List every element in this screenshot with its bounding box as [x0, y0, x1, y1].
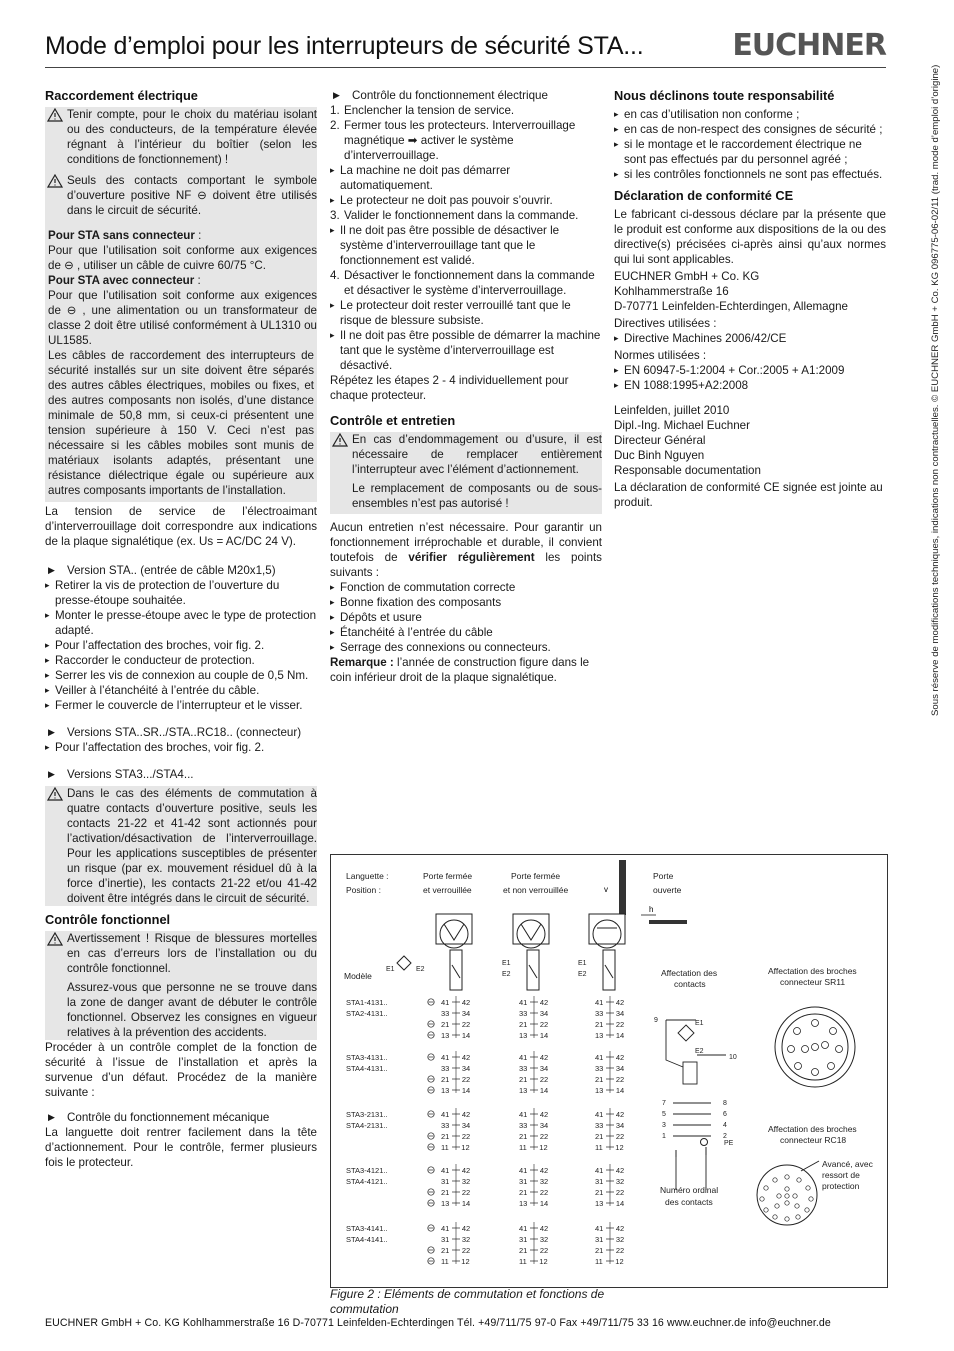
contact-pair: 11 12 — [595, 1143, 624, 1152]
contact-pair: 21 22 — [595, 1246, 625, 1255]
contact-pair: 13 14 — [595, 1031, 625, 1040]
contact-pair: 21 22 — [595, 1132, 625, 1141]
text-line: Responsable documentation — [614, 464, 761, 477]
list-item: ▸ Il ne doit pas être possible de désactiver le système d’interverrouillage tant que le fonctionnement est validé. — [330, 223, 602, 268]
contact-pair: 41 42 — [519, 1166, 549, 1175]
contact-pair: 21 22 — [519, 1020, 549, 1029]
connector-pin — [773, 1178, 777, 1182]
list-item: ▸ Pour l’affectation des broches, voir fig. 2. — [45, 740, 317, 755]
contact-pair: 41 42 — [595, 1224, 625, 1233]
list-item: ▸ Le protecteur ne doit pas pouvoir s’ouvrir. — [330, 193, 602, 208]
heading-entretien: Contrôle et entretien — [330, 413, 456, 428]
contact-pair: 41 42 — [595, 998, 625, 1007]
switching-diagram — [331, 855, 887, 1287]
text-line: D-70771 Leinfelden-Echterdingen, Allemagne — [614, 300, 848, 313]
svg-text:10: 10 — [729, 1054, 737, 1061]
contact-pair: 31 32 — [519, 1177, 549, 1186]
heading-controle: Contrôle fonctionnel — [45, 912, 171, 927]
contact-pair: 33 34 — [595, 1064, 625, 1073]
connector-pin — [785, 1187, 789, 1191]
contact-pair: 41 42 — [441, 1166, 471, 1175]
step: 3. Valider le fonctionnement dans la commande. — [330, 209, 579, 222]
shaded-block-raccordement: Tenir compte, pour le choix du matériau isolant ou des conducteurs, de la température élevée régnant à l’intérieur du boîtier (selon les conditions de fonctionnement) ! Seuls des contacts comportant le symbole d’ouverture positive NF ⊖ doivent être utilisés dans le circuit de sécurité. Pour STA sans connecteur : Pour que l’utilisation soit conforme aux exigences de ⊖ , utiliser un câble de cuivre 60/75 °C. Pour STA avec connecteur : Pour que l’utilisation soit conforme aux exigences de ⊖ , une alimentation ou un transformateur de classe 2 doit être utilisé conformément à UL1310 ou UL1585. Les câbles de raccordement des interrupteurs de sécurité installés sur un site doivent être séparés des autres câbles électriques, mobiles ou fixes, et des autres composants non isolés, d’une distance minimale de 50,8 mm, si ceux-ci présentent une tension supérieure à 150 V. Ceci n’est pas nécessaire si les câbles mobiles sont munis de matériaux isolants adaptés, présentant une résistance diélectrique égale ou supérieure aux autres composants importants de l’installation. — [45, 107, 317, 502]
svg-text:Porte fermée: Porte fermée — [423, 871, 473, 881]
list-item: ▸ Fonction de commutation correcte — [330, 580, 602, 595]
contact-pair: 33 34 — [519, 1121, 549, 1130]
contact-pair: 13 14 — [595, 1199, 625, 1208]
contact-pair: 21 22 — [519, 1246, 549, 1255]
contact-pair: 31 32 — [595, 1177, 625, 1186]
svg-text:des contacts: des contacts — [665, 1197, 713, 1207]
model-label: STA3-2131.. — [346, 1110, 388, 1119]
step: 2. Fermer tous les protecteurs. Interverrouillage magnétique ➡ activer le système d’interverrouillage. — [330, 119, 576, 162]
contact-pair: 13 14 — [441, 1031, 471, 1040]
svg-text:ouverte: ouverte — [653, 885, 682, 895]
svg-text:E1: E1 — [695, 1020, 704, 1027]
warning-triangle-icon — [47, 174, 63, 188]
contact-pair: 33 34 — [441, 1121, 471, 1130]
tongue-icon — [619, 860, 626, 915]
contact-pair: 13 14 — [595, 1086, 625, 1095]
list-item: ▸ EN 1088:1995+A2:2008 — [614, 378, 886, 393]
model-label: STA4-4131.. — [346, 1064, 388, 1073]
svg-text:connecteur RC18: connecteur RC18 — [780, 1135, 847, 1145]
contact-pair: 41 42 — [519, 1110, 549, 1119]
svg-text:E2: E2 — [416, 966, 425, 973]
list-item: ▸ en cas d’utilisation non conforme ; — [614, 107, 886, 122]
contact-pair: 21 22 — [441, 1246, 471, 1255]
heading-responsabilite: Nous déclinons toute responsabilité — [614, 88, 835, 103]
list-item: ▸ EN 60947-5-1:2004 + Cor.:2005 + A1:2009 — [614, 363, 886, 378]
list-item: ▸ Bonne fixation des composants — [330, 595, 602, 610]
list-item: ▸ Veiller à l’étanchéité à l’entrée du câble. — [45, 683, 317, 698]
svg-text:3: 3 — [662, 1122, 666, 1129]
contacts-affectation-diagram — [666, 1020, 726, 1190]
final-text: La déclaration de conformité CE signée est jointe au produit. — [614, 481, 883, 509]
remarque-text: Remarque : l’année de construction figure dans le coin inférieur droit de la plaque signalétique. — [330, 656, 590, 684]
contact-pair: 11 12 — [441, 1143, 470, 1152]
version-sta: ▶ Version STA.. (entrée de câble M20x1,5) — [45, 563, 317, 578]
contact-pair: 21 22 — [441, 1020, 471, 1029]
list-item: ▸ Il ne doit pas être possible de démarrer la machine tant que le système d’interverrouillage est désactivé. — [330, 328, 602, 373]
tension-text: La tension de service de l’électroaimant d’interverrouillage doit correspondre aux indications de la plaque signalétique (ex. Us = AC/DC 24 V). — [45, 505, 317, 548]
svg-text:Porte: Porte — [653, 871, 674, 881]
contact-pair: 31 32 — [519, 1235, 549, 1244]
connector-pin — [773, 1215, 777, 1219]
figure-caption: Figure 2 : Eléments de commutation et fonctions de commutation — [330, 1287, 605, 1316]
contact-pair: 13 14 — [519, 1199, 549, 1208]
list-item: ▸ en cas de non-respect des consignes de sécurité ; — [614, 122, 886, 137]
svg-text:Position :: Position : — [346, 885, 381, 895]
bullet-list — [330, 580, 602, 655]
contact-pair: 21 22 — [519, 1132, 549, 1141]
footer: EUCHNER GmbH + Co. KG Kohlhammerstraße 16 D-70771 Leinfelden-Echterdingen Tél. +49/711/75 97-0 Fax +49/711/75 33 16 www.euchner.de info@euchner.de — [45, 1317, 831, 1329]
bullet-list — [614, 107, 886, 182]
connector-pin — [795, 1204, 799, 1208]
svg-text:E1: E1 — [578, 960, 587, 967]
warning-note: Avertissement ! Risque de blessures mortelles en cas d’erreurs lors de l’installation ou du contrôle fonctionnel. Assurez-vous que personne ne se trouve dans la zone de danger avant de débuter le contrôle fonctionnel. Observez les consignes en vigueur relatives à la prévention des accidents. — [45, 931, 317, 1040]
euchner-logo: EUCHNER — [732, 28, 886, 63]
contact-pair: 33 34 — [441, 1064, 471, 1073]
list-item: ▸ Pour l’affectation des broches, voir fig. 2. — [45, 638, 317, 653]
step: 4. Désactiver le fonctionnement dans la commande et désactiver le système d’interverrouillage. — [330, 269, 595, 297]
warning-note: En cas d’endommagement ou d’usure, il est nécessaire de remplacer entièrement l’interrupteur avec l’élément d’actionnement. Le remplacement de composants ou de sous-ensembles n’est pas autorisé ! — [330, 432, 602, 514]
column-left — [45, 88, 317, 1170]
contact-pair: 41 42 — [441, 1224, 471, 1233]
list-item: ▸ si le montage et le raccordement électrique ne sont pas effectués par du personnel agréé ; — [614, 137, 886, 167]
contact-pair: 41 42 — [595, 1053, 625, 1062]
side-legal-note: Sous réserve de modifications techniques, indications non contractuelles. © EUCHNER GmbH + Co. KG 096775-06-02/11 (trad. mode d’emploi d’origine) — [930, 64, 941, 716]
svg-text:v: v — [604, 885, 608, 894]
column-middle — [330, 88, 602, 685]
list-item: ▸ Serrage des connexions ou connecteurs. — [330, 640, 602, 655]
header-rule — [45, 67, 886, 68]
contact-pair: 21 22 — [595, 1020, 625, 1029]
actuator-heads — [436, 914, 625, 990]
contact-pair: 13 14 — [441, 1086, 471, 1095]
list-item: ▸ Fermer le couvercle de l’interrupteur et le visser. — [45, 698, 317, 713]
contact-pair: 41 42 — [595, 1166, 625, 1175]
contact-pair: 11 12 — [441, 1257, 470, 1266]
model-label: STA4-4141.. — [346, 1235, 388, 1244]
svg-text:Numéro ordinal: Numéro ordinal — [660, 1185, 719, 1195]
contact-pair: 31 32 — [441, 1235, 471, 1244]
bullet-list — [330, 223, 602, 268]
text-line: Kohlhammerstraße 16 — [614, 285, 729, 298]
svg-text:2: 2 — [723, 1133, 727, 1140]
bullet-list — [45, 578, 317, 713]
warning-triangle-icon — [47, 787, 63, 801]
entretien-text: Aucun entretien n’est nécessaire. Pour garantir un fonctionnement irréprochable et durable, il convient toutefois de vérifier régulièrement les points suivants : — [330, 521, 602, 579]
svg-text:et verrouillée: et verrouillée — [423, 885, 472, 895]
heading-raccordement: Raccordement électrique — [45, 88, 198, 103]
text-line: EUCHNER GmbH + Co. KG — [614, 270, 760, 283]
svg-text:Affectation des: Affectation des — [661, 968, 718, 978]
list-item: ▸ Serrer les vis de connexion au couple de 0,5 Nm. — [45, 668, 317, 683]
warning-triangle-icon — [47, 108, 63, 122]
svg-text:8: 8 — [723, 1100, 727, 1107]
contact-pair: 21 22 — [595, 1188, 625, 1197]
svg-text:E2: E2 — [578, 971, 587, 978]
contact-pair: 31 32 — [441, 1177, 471, 1186]
svg-text:PE: PE — [724, 1140, 734, 1147]
column-right — [614, 88, 886, 510]
rc18-connector-icon — [757, 1165, 817, 1225]
warning-note: Seuls des contacts comportant le symbole d’ouverture positive NF ⊖ doivent être utilisés dans le circuit de sécurité. — [45, 173, 317, 218]
cables-text: Les câbles de raccordement des interrupteurs de sécurité installés sur un site doivent être séparés des autres câbles électriques, mobiles ou fixes, et des autres composants non isolés, d’une distance minimale de 50,8 mm, si ceux-ci présentent une tension supérieure à 150 V. Ceci n’est pas nécessaire si les câbles mobiles sont munis de matériaux isolants adaptés, présentant une résistance diélectrique égale ou supérieure aux autres composants importants de l’installation. — [48, 349, 314, 497]
connector-pin — [797, 1178, 801, 1182]
svg-text:ressort de: ressort de — [822, 1170, 860, 1180]
contact-pair: 33 34 — [519, 1064, 549, 1073]
shaded-block-sta3 — [45, 786, 317, 906]
model-label: STA2-4131.. — [346, 1009, 388, 1018]
contact-pair: 41 42 — [519, 1224, 549, 1233]
repetez-text: Répétez les étapes 2 - 4 individuellement pour chaque protecteur. — [330, 374, 569, 402]
list-item: ▸ Monter le presse-étoupe avec le type de protection adapté. — [45, 608, 317, 638]
contact-pair: 33 34 — [595, 1009, 625, 1018]
contact-pair: 41 42 — [441, 998, 471, 1007]
avec-connecteur-text: Pour que l’utilisation soit conforme aux exigences de ⊖ , une alimentation ou un transformateur de classe 2 doit être utilisé conformément à UL1310 ou UL1585. — [48, 289, 317, 347]
svg-text:et non verrouillée: et non verrouillée — [503, 885, 569, 895]
connector-pin — [796, 1215, 800, 1219]
contact-pair: 33 34 — [595, 1121, 625, 1130]
bullet-list — [330, 163, 602, 208]
contact-pair: 31 32 — [595, 1235, 625, 1244]
bullet-list — [330, 298, 602, 373]
page-title: Mode d’emploi pour les interrupteurs de sécurité STA... — [45, 32, 644, 60]
bullet-list — [45, 740, 317, 755]
warning-triangle-icon — [332, 433, 348, 447]
connector-pin — [785, 1201, 789, 1205]
svg-text:E1: E1 — [386, 966, 395, 973]
list-item: ▸ Le protecteur doit rester verrouillé tant que le risque de blessure subsiste. — [330, 298, 602, 328]
directives-label: Directives utilisées : — [614, 317, 717, 330]
svg-text:protection: protection — [822, 1181, 860, 1191]
bullet-list — [614, 331, 886, 346]
controle-mecanique: ▶ Contrôle du fonctionnement mécanique — [45, 1110, 317, 1125]
contact-pair: 21 22 — [441, 1075, 471, 1084]
svg-text:Affectation des broches: Affectation des broches — [768, 966, 857, 976]
contact-pair: 33 34 — [519, 1009, 549, 1018]
connector-pin — [777, 1194, 781, 1198]
model-label: STA4-4121.. — [346, 1177, 388, 1186]
list-item: ▸ Retirer la vis de protection de l’ouverture du presse-étoupe souhaitée. — [45, 578, 317, 608]
contact-pair: 13 14 — [519, 1086, 549, 1095]
svg-text:contacts: contacts — [674, 979, 706, 989]
list-item: ▸ La machine ne doit pas démarrer automatiquement. — [330, 163, 602, 193]
list-item: ▸ Dépôts et usure — [330, 610, 602, 625]
connector-pin — [809, 1197, 813, 1201]
bullet-list — [614, 363, 886, 393]
controle-electrique: ▶ Contrôle du fonctionnement électrique — [330, 88, 602, 103]
svg-text:7: 7 — [662, 1100, 666, 1107]
svg-text:E2: E2 — [695, 1048, 704, 1055]
text-line: Duc Binh Nguyen — [614, 449, 705, 462]
mecanique-text: La languette doit rentrer facilement dans la tête d’actionnement. Pour le contrôle, fermer plusieurs fois le protecteur. — [45, 1126, 317, 1169]
contact-pair: 41 42 — [519, 998, 549, 1007]
list-item: ▸ Raccorder le conducteur de protection. — [45, 653, 317, 668]
model-label: STA3-4131.. — [346, 1053, 388, 1062]
contact-pair: 11 12 — [519, 1257, 548, 1266]
version-sta-connecteur: ▶ Versions STA..SR../STA..RC18.. (connecteur) — [45, 725, 317, 740]
connector-pin — [785, 1217, 789, 1221]
address-block — [614, 269, 886, 314]
warning-note: Tenir compte, pour le choix du matériau isolant ou des conducteurs, de la température élevée régnant à l’intérieur du boîtier (selon les conditions de fonctionnement) ! — [45, 107, 317, 167]
contact-pair: 33 34 — [441, 1009, 471, 1018]
connector-pin — [806, 1186, 810, 1190]
shaded-block-controle — [45, 931, 317, 1040]
model-label: STA3-4121.. — [346, 1166, 388, 1175]
contact-pair: 21 22 — [519, 1188, 549, 1197]
text-line: Leinfelden, juillet 2010 — [614, 404, 730, 417]
list-item: ▸ Directive Machines 2006/42/CE — [614, 331, 886, 346]
version-sta3: ▶ Versions STA3.../STA4... — [45, 767, 317, 782]
step: 1. Enclencher la tension de service. — [330, 104, 515, 117]
heading-declaration: Déclaration de conformité CE — [614, 188, 794, 203]
connector-pin — [775, 1204, 779, 1208]
svg-text:Avancé, avec: Avancé, avec — [822, 1159, 873, 1169]
svg-text:1: 1 — [662, 1133, 666, 1140]
svg-text:E2: E2 — [502, 971, 511, 978]
svg-text:6: 6 — [723, 1111, 727, 1118]
warning-note: Dans le cas des éléments de commutation à quatre contacts d’ouverture positive, seuls les contacts 21-22 et 41-42 sont actionnés pour l’activation/désactivation de l’interverrouillage. Pour les applications susceptibles de présenter un risque (par ex. mouvement résiduel dû à la force d’inertie), les contacts 21-22 et/ou 41-42 doivent être intégrés dans le circuit de sécurité. — [45, 786, 317, 906]
contact-pair: 41 42 — [441, 1053, 471, 1062]
figure-2 — [330, 854, 888, 1288]
text-line: Directeur Général — [614, 434, 706, 447]
connector-pin — [764, 1208, 768, 1212]
declaration-text: Le fabricant ci-dessous déclare par la présente que le produit est conforme aux dispositions de la ou des directive(s) précisées ci-après ainsi qu’aux normes qui lui sont applicables. — [614, 208, 886, 266]
svg-text:9: 9 — [654, 1017, 658, 1024]
svg-text:Languette :: Languette : — [346, 871, 389, 881]
svg-text:5: 5 — [662, 1111, 666, 1118]
contact-pair: 13 14 — [441, 1199, 471, 1208]
connector-pin — [760, 1197, 764, 1201]
shaded-block-entretien — [330, 432, 602, 514]
contact-pair: 11 12 — [595, 1257, 624, 1266]
signature-block — [614, 403, 886, 478]
model-label: STA3-4141.. — [346, 1224, 388, 1233]
contact-pair: 13 14 — [519, 1031, 549, 1040]
contact-pair: 11 12 — [519, 1143, 548, 1152]
connector-pin — [793, 1194, 797, 1198]
svg-text:Affectation des broches: Affectation des broches — [768, 1124, 857, 1134]
contact-pair: 21 22 — [519, 1075, 549, 1084]
normes-label: Normes utilisées : — [614, 349, 707, 362]
contact-pair: 21 22 — [595, 1075, 625, 1084]
contact-pair: 41 42 — [595, 1110, 625, 1119]
model-label: STA4-2131.. — [346, 1121, 388, 1130]
svg-text:4: 4 — [723, 1122, 727, 1129]
connector-pin — [785, 1175, 789, 1179]
connector-pin — [805, 1208, 809, 1212]
svg-text:Modèle: Modèle — [344, 971, 372, 981]
text-line: Dipl.-Ing. Michael Euchner — [614, 419, 750, 432]
sans-connecteur-text: Pour que l’utilisation soit conforme aux exigences de ⊖ , utiliser un câble de cuivre 60/75 °C. — [48, 244, 317, 272]
warning-triangle-icon — [47, 932, 63, 946]
svg-text:Porte fermée: Porte fermée — [511, 871, 561, 881]
connector-pin — [785, 1194, 789, 1198]
contact-pair: 21 22 — [441, 1132, 471, 1141]
connector-pin — [764, 1186, 768, 1190]
svg-text:E1: E1 — [502, 960, 511, 967]
svg-text:connecteur SR11: connecteur SR11 — [780, 977, 846, 987]
proceder-text: Procéder à un contrôle complet de la fonction de sécurité à l’issue de l’installation et après la survenue d’un défaut. Procédez de la manière suivante : — [45, 1041, 317, 1099]
model-label: STA1-4131.. — [346, 998, 388, 1007]
svg-text:h: h — [649, 905, 654, 914]
contact-pair: 21 22 — [441, 1188, 471, 1197]
contact-pair: 41 42 — [519, 1053, 549, 1062]
contact-pair: 41 42 — [441, 1110, 471, 1119]
sr11-connector-icon — [775, 1007, 855, 1087]
list-item: ▸ si les contrôles fonctionnels ne sont pas effectués. — [614, 167, 886, 182]
list-item: ▸ Étanchéité à l’entrée du câble — [330, 625, 602, 640]
